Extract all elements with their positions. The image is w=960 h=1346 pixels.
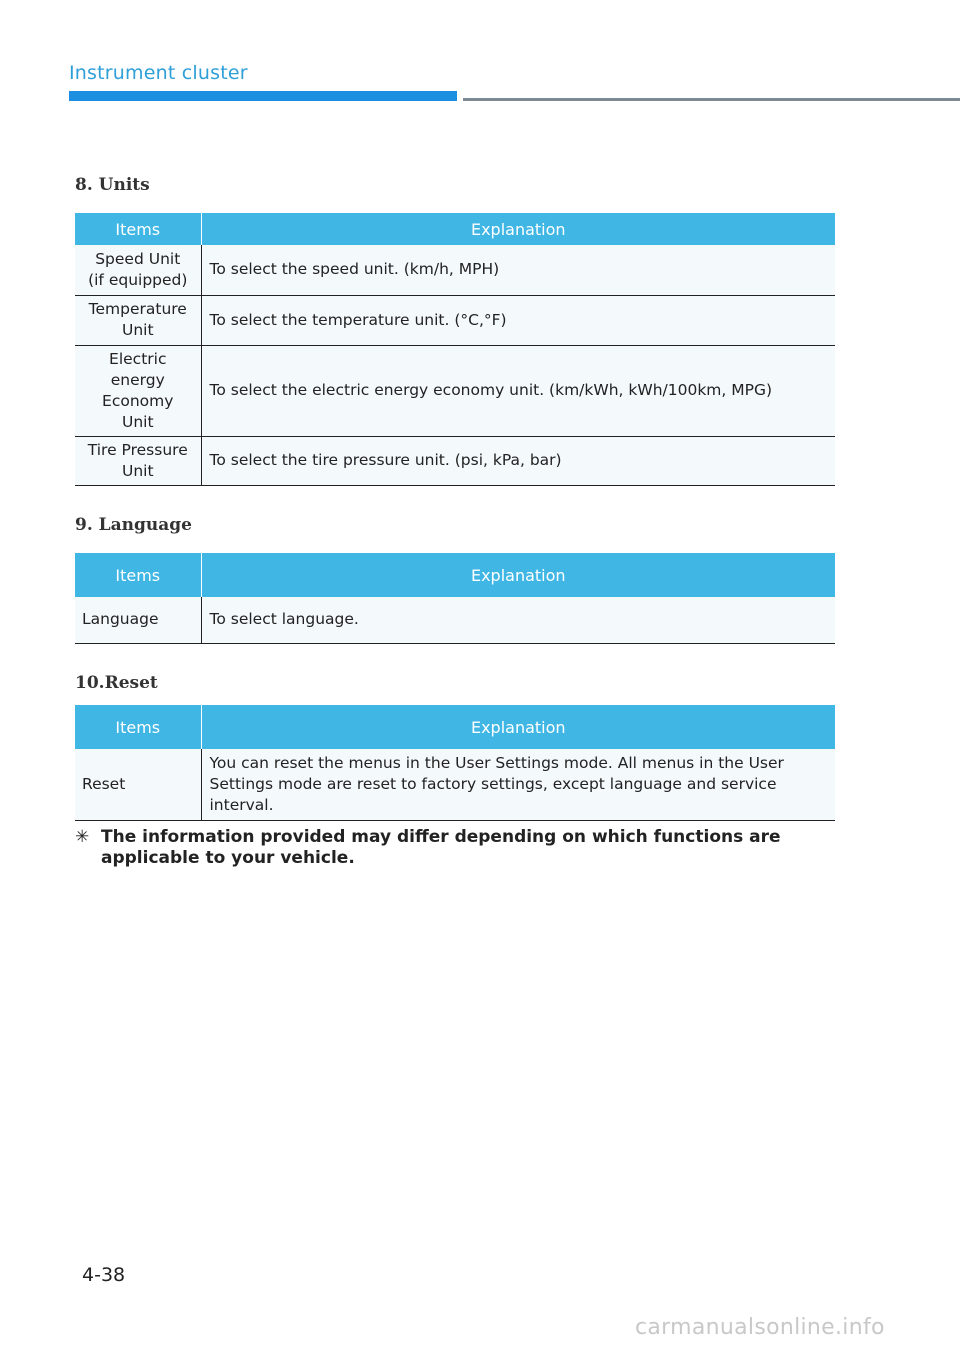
section-title-language: 9. Language xyxy=(75,515,192,535)
language-row-item: Language xyxy=(75,597,201,643)
table-row xyxy=(75,597,835,643)
language-row-explanation: To select language. xyxy=(201,597,835,643)
header-rule xyxy=(463,98,960,101)
footnote-line-2: applicable to your vehicle. xyxy=(101,848,355,868)
header-accent-bar xyxy=(69,91,457,101)
units-row-1-explanation: To select the speed unit. (km/h, MPH) xyxy=(201,245,835,295)
section-title-units: 8. Units xyxy=(75,175,150,195)
watermark: carmanualsonline.info xyxy=(635,1315,885,1340)
reset-header-items: Items xyxy=(75,705,201,749)
reset-row-item: Reset xyxy=(75,749,201,820)
row-item-line: Unit xyxy=(121,412,154,431)
asterisk-icon: ✳ xyxy=(75,827,90,847)
units-row-1-item xyxy=(75,245,201,295)
row-item-line: Unit xyxy=(121,321,154,339)
row-item-line: (if equipped) xyxy=(88,270,188,289)
units-row-4-explanation: To select the tire pressure unit. (psi, kPa, bar) xyxy=(201,436,835,485)
running-header-title: Instrument cluster xyxy=(69,62,248,84)
row-item-line: Electric xyxy=(109,349,167,368)
row-item-line: Unit xyxy=(121,461,154,480)
units-row-2-explanation: To select the temperature unit. (°C,°F) xyxy=(201,295,835,345)
units-row-3-item xyxy=(75,345,201,436)
row-item-line: Tire Pressure xyxy=(87,440,188,459)
units-header-items: Items xyxy=(75,213,201,245)
table-row xyxy=(75,749,835,820)
reset-row-explanation: You can reset the menus in the User Settings mode. All menus in the User Settings mode are reset to factory settings, except language and service interval. xyxy=(201,749,835,820)
language-table xyxy=(75,553,835,644)
row-item-line: energy xyxy=(110,370,165,389)
units-row-4-item xyxy=(75,436,201,485)
language-header-items: Items xyxy=(75,553,201,597)
row-item-line: Temperature xyxy=(88,300,187,318)
units-header-explanation: Explanation xyxy=(201,213,835,245)
reset-header-explanation: Explanation xyxy=(201,705,835,749)
reset-table xyxy=(75,705,835,821)
table-row xyxy=(75,345,835,436)
row-item-line: Economy xyxy=(102,391,174,410)
section-title-reset: 10.Reset xyxy=(75,673,158,693)
units-table xyxy=(75,213,835,486)
page-number: 4-38 xyxy=(82,1264,126,1286)
language-header-explanation: Explanation xyxy=(201,553,835,597)
table-row xyxy=(75,245,835,295)
units-row-3-explanation: To select the electric energy economy unit. (km/kWh, kWh/100km, MPG) xyxy=(201,345,835,436)
footnote-line-1: The information provided may differ depending on which functions are xyxy=(101,827,781,847)
units-row-2-item xyxy=(75,295,201,345)
table-row xyxy=(75,436,835,485)
table-row xyxy=(75,295,835,345)
row-item-line: Speed Unit xyxy=(95,249,181,268)
footnote xyxy=(75,827,815,869)
